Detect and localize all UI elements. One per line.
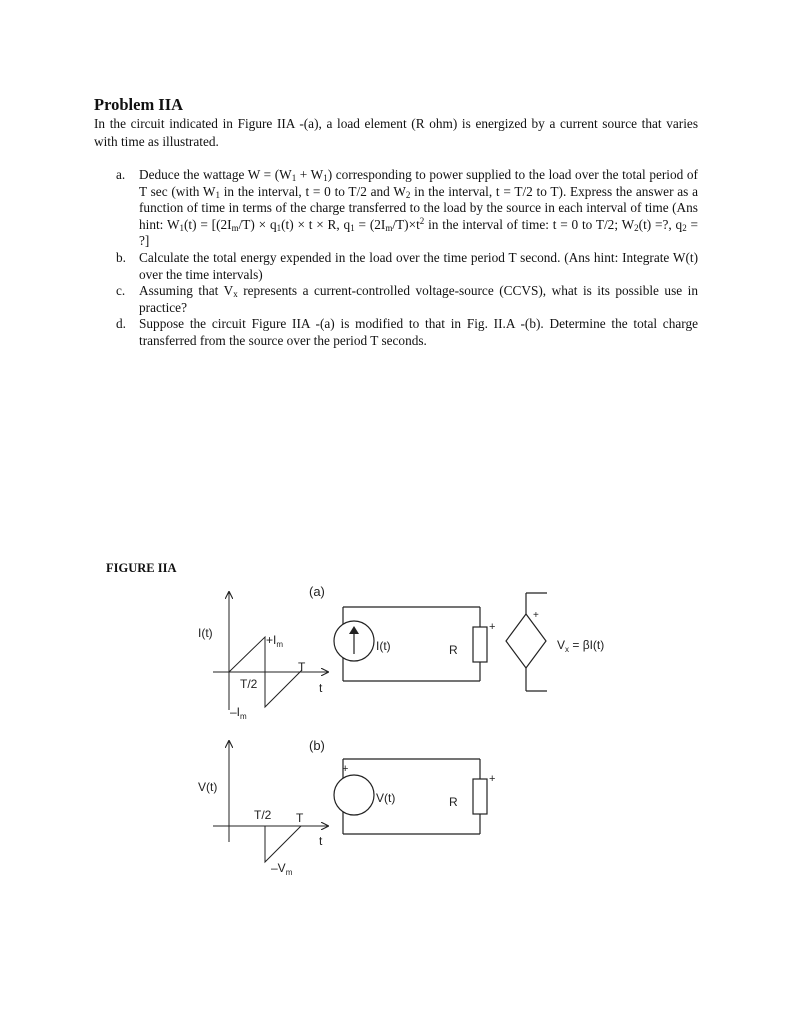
peak-label-a: [266, 633, 283, 649]
sub: x: [233, 289, 238, 300]
ramp-up-a: [229, 637, 265, 672]
waveform-a: [213, 592, 328, 710]
question-a-label: a.: [116, 167, 126, 182]
sub: m: [231, 222, 239, 233]
half-label-b: T/2: [254, 808, 272, 822]
sub: 2: [682, 222, 687, 233]
ccvs: [506, 593, 547, 691]
resistor-a: [473, 627, 487, 662]
ylabel-a: I(t): [198, 626, 213, 640]
text-run: (t) =?, q: [638, 216, 683, 232]
neg-text: –V: [271, 861, 286, 875]
sub: 1: [350, 222, 355, 233]
question-b-label: b.: [116, 249, 126, 265]
waveform-b: [213, 741, 328, 862]
neg-label-b: [271, 861, 293, 877]
text-run: = ?]: [139, 216, 698, 249]
ccvs-sub: x: [565, 645, 570, 654]
sub: 1: [215, 189, 220, 200]
axis-label-a: t: [319, 681, 323, 695]
problem-title: Problem IIA: [94, 95, 184, 114]
text-run: /T) × q: [238, 216, 277, 232]
text-run: = (2I: [354, 216, 386, 232]
caption-a: (a): [309, 584, 325, 599]
half-label-a: T/2: [240, 677, 258, 691]
peak-text: +I: [266, 633, 277, 647]
ccvs-v: V: [557, 638, 566, 652]
ramp-down-a: [265, 671, 301, 707]
t-label-a: T: [298, 660, 306, 674]
resistor-b: [473, 779, 487, 814]
text-run: (t) × t × R, q: [281, 216, 351, 232]
question-d-label: d.: [116, 316, 126, 332]
plus-b: +: [489, 773, 496, 785]
sub: 1: [291, 173, 297, 183]
text-run: ) corresponding to power supplied to the load over the total period of T sec (with W: [139, 167, 698, 199]
text-run: /T)×t: [392, 216, 420, 232]
ccvs-eq: = βI(t): [569, 638, 605, 652]
neg-text: –I: [230, 705, 241, 719]
sub: 1: [276, 222, 282, 233]
plus-ccvs: +: [533, 610, 539, 621]
plus-source-b: +: [342, 763, 349, 775]
load-label-b: R: [449, 795, 458, 809]
voltage-source-b: [334, 775, 374, 815]
neg-label-a: [230, 705, 247, 721]
text-run: in the interval, t = 0 to T/2 and W: [219, 183, 406, 199]
ramp-b: [265, 826, 301, 862]
t-label-b: T: [296, 811, 304, 825]
circuit-b: [334, 759, 487, 834]
sup: 2: [419, 215, 425, 226]
text-run: in the interval, t = T/2 to T). Express the answer as a function of time in terms of the charge transferred to the load by the source in each interval of time (Ans hint: W: [139, 183, 698, 232]
diamond-source-icon: [506, 614, 546, 668]
neg-sub: m: [240, 712, 247, 721]
axis-label-b: t: [319, 834, 323, 848]
text-run: (t) = [(2I: [184, 216, 232, 232]
circuit-a: [334, 607, 487, 681]
caption-b: (b): [309, 738, 325, 753]
sub: 1: [323, 173, 328, 183]
sub: 2: [634, 222, 639, 233]
text-run: represents a current-controlled voltage-source (CCVS), what is its possible use in practice?: [139, 283, 698, 315]
ccvs-label: [557, 638, 604, 654]
question-c-label: c.: [116, 283, 126, 299]
load-label-a: R: [449, 643, 458, 657]
figure-title: FIGURE IIA: [106, 561, 177, 575]
ylabel-b: V(t): [198, 780, 218, 794]
sub: 2: [405, 189, 411, 200]
neg-sub: m: [285, 868, 293, 877]
sub: m: [385, 222, 393, 233]
source-label-a: I(t): [376, 639, 391, 653]
plus-a: +: [489, 621, 496, 633]
text-run: Assuming that V: [139, 283, 234, 299]
question-d-text: Suppose the circuit Figure IIA -(a) is modified to that in Fig. II.A -(b). Determine the total charge transferred from the source over the period T seconds.: [139, 316, 698, 348]
peak-sub: m: [276, 640, 284, 649]
source-label-b: V(t): [376, 791, 396, 805]
sub: 1: [179, 222, 184, 233]
text-run: in the interval of time: t = 0 to T/2; W: [424, 216, 635, 232]
problem-intro: In the circuit indicated in Figure IIA -(a), a load element (R ohm) is energized by a current source that varies with time as illustrated.: [94, 116, 698, 149]
text-run: Deduce the wattage W = (W: [139, 167, 292, 182]
text-run: + W: [296, 167, 324, 182]
question-b-text: Calculate the total energy expended in the load over the time period T second. (Ans hint: Integrate W(t) over the time intervals): [139, 249, 698, 282]
